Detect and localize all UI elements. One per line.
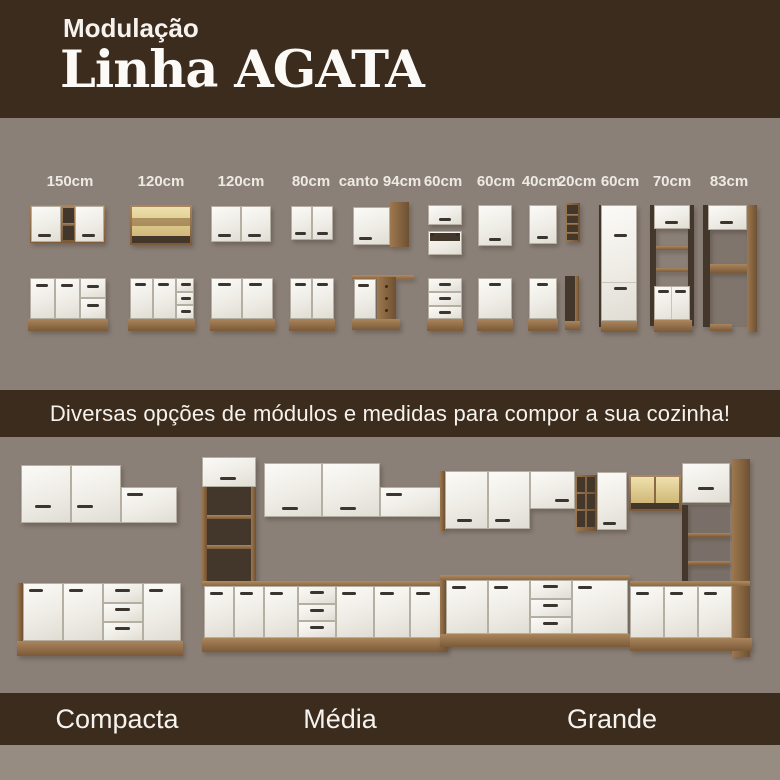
wood-side-panel <box>732 459 750 657</box>
handle <box>127 493 143 496</box>
handle <box>218 283 231 286</box>
handle <box>310 591 324 594</box>
open-shelf-20 <box>565 203 580 242</box>
drawer <box>298 604 336 621</box>
glass-wall-cabinet-120 <box>130 205 192 245</box>
handle <box>115 589 130 592</box>
handle <box>181 310 191 313</box>
handle <box>537 283 548 286</box>
tower-70 <box>650 205 694 332</box>
drawer <box>530 599 572 617</box>
shelf <box>656 268 688 272</box>
kitchen-label-compacta: Compacta <box>55 704 179 734</box>
drawer <box>103 603 143 622</box>
hinge-dot <box>456 233 459 236</box>
handle <box>282 507 298 510</box>
toe-kick <box>289 319 335 331</box>
base-cabinet-80 <box>289 278 335 331</box>
kitchen-grande <box>435 447 767 671</box>
kitchens-section <box>0 437 780 693</box>
module-size-label: 60cm <box>476 173 516 190</box>
shelf-cell <box>577 511 585 527</box>
wall-door <box>71 465 121 523</box>
toe-kick <box>528 319 558 331</box>
tower-83 <box>703 205 757 332</box>
top-cabinet <box>654 205 690 229</box>
module-size-label: 150cm <box>46 173 94 190</box>
handle <box>218 234 231 237</box>
toe-kick <box>17 641 183 656</box>
banner-band <box>0 390 780 437</box>
toe-kick <box>440 634 630 647</box>
handle <box>543 604 558 607</box>
handle <box>614 287 627 290</box>
handle <box>439 283 451 286</box>
toe-kick <box>28 319 108 331</box>
handle <box>489 238 501 241</box>
handle <box>310 626 324 629</box>
handle <box>698 487 714 490</box>
handle <box>614 234 627 237</box>
corner-base-cabinet-94 <box>352 275 414 331</box>
toe-kick <box>565 321 580 330</box>
handle <box>61 284 73 287</box>
handle <box>342 592 356 595</box>
handle <box>489 283 501 286</box>
base-cabinet-120-drawers <box>128 278 195 331</box>
handle <box>543 622 558 625</box>
module-size-label: 20cm <box>557 173 597 190</box>
footer-strip <box>0 745 780 780</box>
wall-door <box>380 487 442 517</box>
open-back <box>710 230 747 327</box>
handle <box>135 283 146 286</box>
shelf <box>567 223 578 225</box>
shelf-cell <box>577 477 585 492</box>
open-underside <box>631 503 679 509</box>
wood-side-panel <box>747 205 757 332</box>
handle <box>439 218 451 221</box>
handle <box>210 592 223 595</box>
modules-section <box>0 118 780 390</box>
handle <box>665 221 678 224</box>
wall-cabinet-120 <box>210 205 272 243</box>
glass-divider <box>654 477 656 503</box>
kitchen-label-band <box>0 693 780 745</box>
handle <box>295 232 306 235</box>
handle <box>359 237 372 240</box>
toe-kick <box>601 321 637 332</box>
handle <box>115 627 130 630</box>
handle <box>82 234 95 237</box>
wood-frame <box>251 487 256 581</box>
tall-pantry-60 <box>599 205 637 332</box>
handle <box>87 285 99 288</box>
stacked-wall-cabinet-60 <box>428 205 462 257</box>
banner-text: Diversas opções de módulos e medidas para compor a sua cozinha! <box>49 401 731 426</box>
open-back <box>682 505 730 591</box>
module-size-label: 40cm <box>521 173 561 190</box>
handle <box>537 236 548 239</box>
module-size-label: 70cm <box>652 173 692 190</box>
base-cabinet-120 <box>210 278 275 331</box>
handle <box>439 297 451 300</box>
page-title: Linha AGATA <box>60 40 424 100</box>
handle <box>495 519 510 522</box>
handle <box>240 592 253 595</box>
base-cabinet-60 <box>477 278 513 331</box>
kitchen-media <box>198 449 450 667</box>
shelf-cell <box>577 494 585 509</box>
wood-edge <box>575 276 579 321</box>
shelf-cell <box>587 477 595 492</box>
top-cabinet <box>708 205 747 230</box>
handle <box>452 586 466 589</box>
handle <box>38 234 51 237</box>
handle <box>310 609 324 612</box>
base-cabinet-40 <box>528 278 558 331</box>
title-band <box>0 0 780 118</box>
corner-wall-cabinet-94 <box>353 202 410 252</box>
module-size-label: 120cm <box>137 173 185 190</box>
drawer-base-60 <box>427 278 463 331</box>
handle <box>340 507 356 510</box>
shelf <box>656 246 688 250</box>
wall-cabinet-60 <box>478 205 512 247</box>
toe-kick <box>352 319 400 330</box>
hinge-dot <box>385 309 388 312</box>
handle <box>248 234 261 237</box>
handle <box>358 284 369 287</box>
handle <box>249 283 262 286</box>
handle <box>295 283 306 286</box>
handle <box>386 493 402 496</box>
drawer <box>530 617 572 634</box>
handle <box>457 519 472 522</box>
door-divider <box>671 287 672 319</box>
module-size-label: 60cm <box>600 173 640 190</box>
module-size-label: 83cm <box>709 173 749 190</box>
handle <box>675 290 686 293</box>
open-back <box>206 487 252 581</box>
open-underside <box>132 236 190 243</box>
drawer <box>530 580 572 599</box>
toe-kick <box>128 319 195 331</box>
handle <box>115 608 130 611</box>
shelf <box>207 515 251 519</box>
cabinet-body <box>601 205 637 321</box>
toe-kick <box>654 320 692 332</box>
handle <box>77 505 93 508</box>
kicker-text: Modulação <box>63 13 199 43</box>
handle <box>720 221 733 224</box>
base-cabinet-150 <box>28 278 108 331</box>
drawer <box>80 278 106 298</box>
handle <box>416 592 430 595</box>
handle <box>543 585 558 588</box>
shelf-cell <box>587 511 595 527</box>
kitchen-compacta <box>15 457 187 672</box>
wall-cabinet-150 <box>30 205 105 243</box>
handle <box>87 304 99 307</box>
handle <box>704 592 717 595</box>
handle <box>29 589 43 592</box>
hinge-dot <box>385 297 388 300</box>
shelf <box>688 561 730 565</box>
handle <box>35 505 51 508</box>
toe-kick <box>477 319 513 331</box>
handle <box>36 284 48 287</box>
handle <box>494 586 508 589</box>
handle <box>439 311 451 314</box>
shelf <box>63 223 74 226</box>
module-size-label: canto 94cm <box>338 173 422 190</box>
wall-cabinet-80 <box>290 205 334 241</box>
shelf <box>207 545 251 549</box>
handle <box>69 589 83 592</box>
kitchen-label-media: Média <box>303 704 377 734</box>
handle <box>181 297 191 300</box>
handle <box>670 592 683 595</box>
wood-frame <box>202 487 207 581</box>
wall-door <box>21 465 71 523</box>
handle <box>380 592 394 595</box>
tall-top-cabinet <box>202 457 256 487</box>
toe-kick <box>427 319 463 331</box>
handle <box>317 283 328 286</box>
hinge-dot <box>431 233 434 236</box>
wood-reflection <box>132 218 190 226</box>
toe-kick <box>210 319 275 331</box>
handle <box>149 589 163 592</box>
corner-wood-panel <box>390 202 409 247</box>
module-size-label: 80cm <box>291 173 331 190</box>
wall-cabinet-40 <box>529 205 557 245</box>
door-divider <box>602 282 636 283</box>
handle <box>636 592 649 595</box>
wall-door <box>682 463 730 503</box>
drawer <box>80 298 106 319</box>
shelf <box>688 533 730 537</box>
narrow-base-20 <box>565 276 581 331</box>
kitchen-label-grande: Grande <box>566 704 658 734</box>
wall-door <box>530 471 575 509</box>
shelf <box>567 214 578 216</box>
toe-kick <box>202 638 448 652</box>
drawer <box>298 586 336 604</box>
handle <box>220 477 236 480</box>
handle <box>270 592 283 595</box>
base-strip <box>710 324 732 331</box>
drawer <box>103 622 143 641</box>
module-size-label: 60cm <box>423 173 463 190</box>
flip-door <box>428 205 462 225</box>
toe-kick <box>630 638 752 651</box>
shelf <box>567 232 578 234</box>
handle <box>658 290 669 293</box>
handle <box>181 283 191 286</box>
handle <box>578 586 592 589</box>
shelf-cell <box>587 494 595 509</box>
drawer <box>298 621 336 638</box>
handle <box>158 283 169 286</box>
shelf-band <box>710 264 747 273</box>
open-shadow <box>682 505 688 591</box>
drawer <box>103 583 143 603</box>
handle <box>603 522 616 525</box>
hinge-dot <box>385 285 388 288</box>
handle <box>317 232 328 235</box>
module-size-label: 120cm <box>217 173 265 190</box>
handle <box>555 499 569 502</box>
